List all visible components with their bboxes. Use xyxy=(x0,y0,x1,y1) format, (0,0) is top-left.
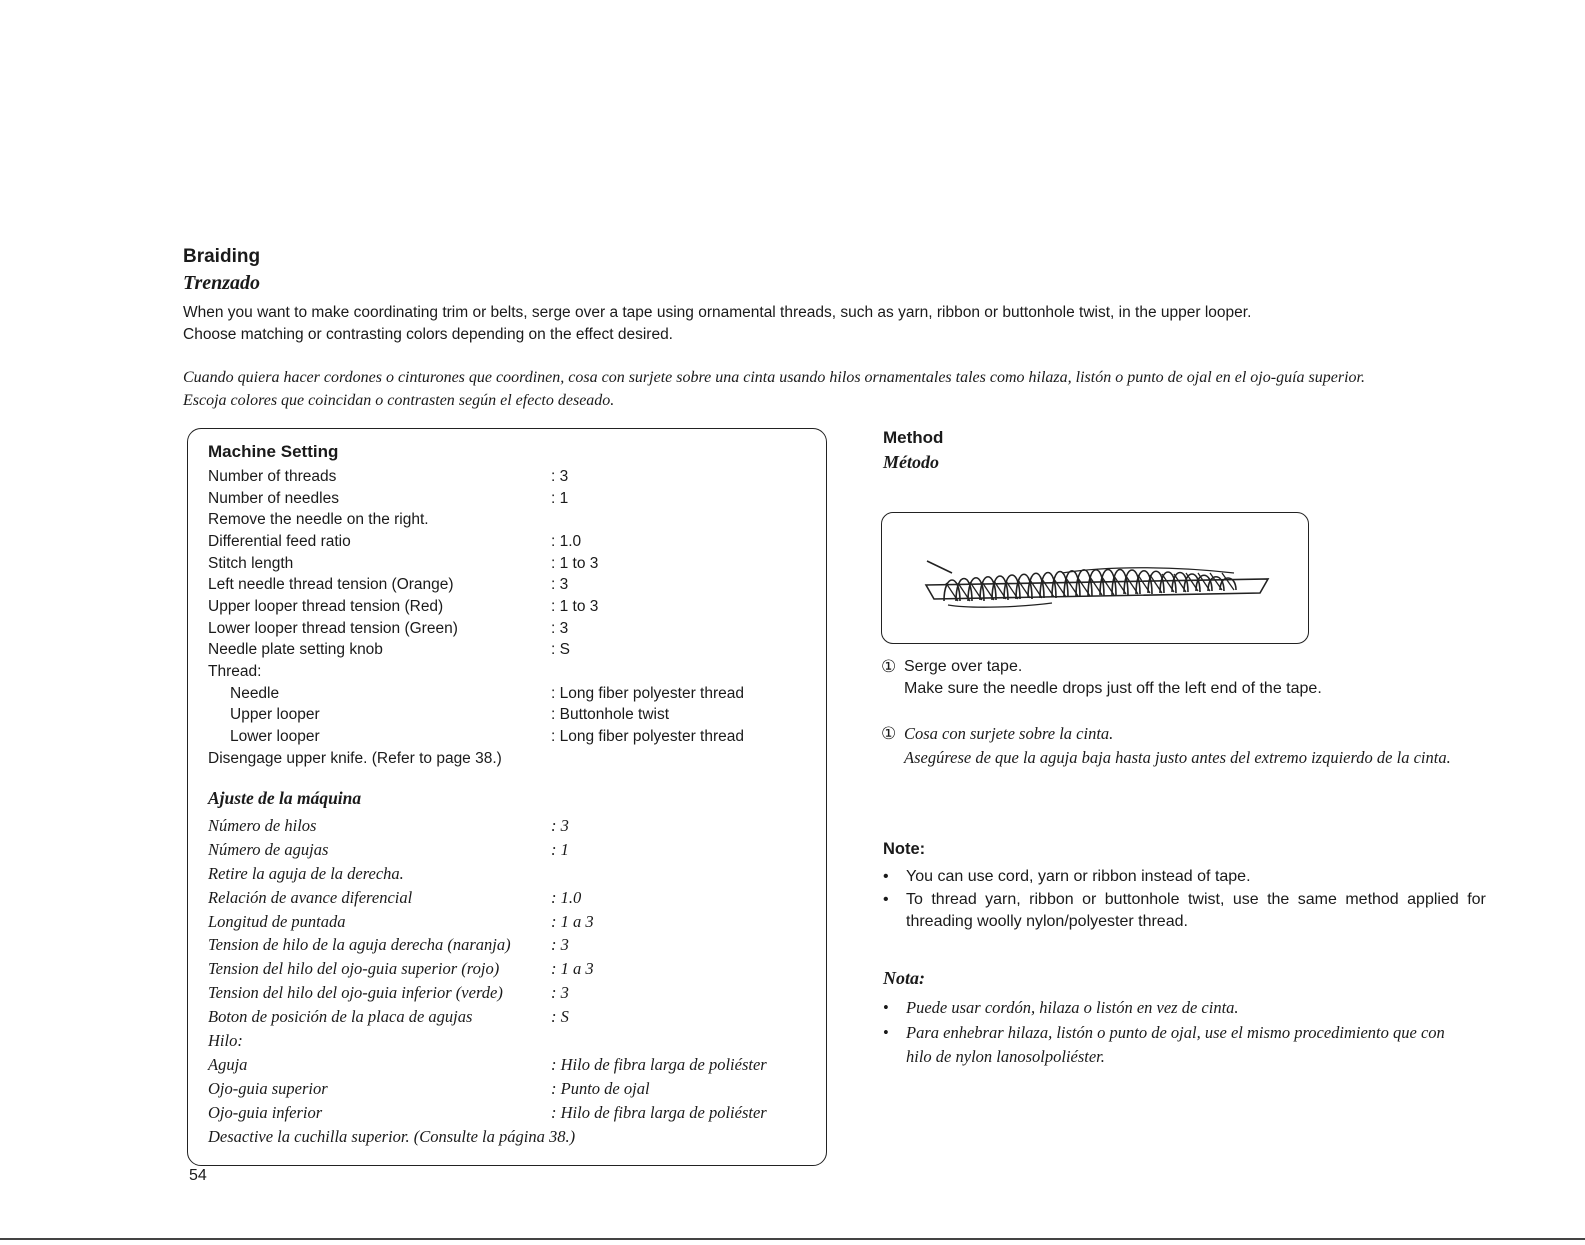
setting-row xyxy=(208,468,828,490)
setting-row xyxy=(208,888,828,910)
setting-value: : 1.0 xyxy=(551,888,582,907)
note-item-text: You can use cord, yarn or ribbon instead of tape. xyxy=(906,868,1251,885)
setting-value: : S xyxy=(551,641,570,658)
machine-setting-heading: Machine Setting xyxy=(208,442,339,461)
step-en-line-2: Make sure the needle drops just off the left end of the tape. xyxy=(904,680,1322,697)
setting-row xyxy=(208,750,828,772)
page-number: 54 xyxy=(189,1167,207,1184)
setting-label: Disengage upper knife. (Refer to page 38.) xyxy=(208,750,502,767)
intro-es-line-2: Escoja colores que coincidan o contrasten según el efecto deseado. xyxy=(183,392,615,409)
note-item-text-continued: threading woolly nylon/polyester thread. xyxy=(906,913,1188,930)
setting-label: Needle xyxy=(230,685,280,702)
setting-label: Number of needles xyxy=(208,490,339,507)
bullet-icon: • xyxy=(883,1023,889,1042)
setting-row xyxy=(208,641,828,663)
setting-value: : Long fiber polyester thread xyxy=(551,728,745,745)
setting-row xyxy=(208,555,828,577)
setting-row xyxy=(208,1055,828,1077)
machine-setting-es xyxy=(208,816,828,1156)
setting-row xyxy=(208,816,828,838)
setting-value: : 3 xyxy=(551,816,569,835)
intro-es xyxy=(183,366,1563,412)
setting-value: : 1 a 3 xyxy=(551,959,594,978)
setting-label: Upper looper thread tension (Red) xyxy=(208,598,444,615)
stitch-illustration-box xyxy=(881,512,1309,644)
setting-label: Desactive la cuchilla superior. (Consulte la página 38.) xyxy=(208,1127,576,1146)
intro-en-line-2: Choose matching or contrasting colors depending on the effect desired. xyxy=(183,326,673,343)
step-marker: ① xyxy=(881,657,897,676)
setting-row xyxy=(208,1031,828,1053)
method-heading: Method xyxy=(883,428,944,447)
intro-en xyxy=(183,302,1533,346)
note-item-text: To thread yarn, ribbon or buttonhole twist, use the same method applied for xyxy=(906,891,1486,908)
setting-label: Aguja xyxy=(208,1055,248,1074)
setting-label: Differential feed ratio xyxy=(208,533,351,550)
method-heading-spanish: Método xyxy=(883,452,939,472)
section-title-spanish: Trenzado xyxy=(183,272,261,294)
setting-value: : 1 to 3 xyxy=(551,555,599,572)
note-heading: Note: xyxy=(883,840,926,858)
setting-row xyxy=(208,1079,828,1101)
bullet-icon: • xyxy=(883,868,889,885)
setting-value: : Hilo de fibra larga de poliéster xyxy=(551,1055,767,1074)
setting-value: : 3 xyxy=(551,983,569,1002)
setting-value: : 3 xyxy=(551,935,569,954)
setting-value: : S xyxy=(551,1007,569,1026)
setting-label: Remove the needle on the right. xyxy=(208,511,429,528)
setting-row xyxy=(208,935,828,957)
bullet-icon: • xyxy=(883,891,889,908)
machine-setting-en xyxy=(208,468,828,788)
setting-row xyxy=(208,490,828,512)
setting-label: Tension del hilo del ojo-guia inferior (verde) xyxy=(208,983,503,1002)
setting-row xyxy=(208,983,828,1005)
bullet-icon: • xyxy=(883,998,889,1017)
setting-label: Longitud de puntada xyxy=(208,912,346,931)
machine-setting-heading-spanish: Ajuste de la máquina xyxy=(208,788,362,808)
setting-row xyxy=(208,840,828,862)
setting-row xyxy=(208,912,828,934)
setting-row xyxy=(208,706,828,728)
setting-row xyxy=(208,663,828,685)
note-heading-spanish: Nota: xyxy=(883,968,925,988)
setting-value: : 1 xyxy=(551,490,569,507)
setting-row xyxy=(208,728,828,750)
note-item-text: Puede usar cordón, hilaza o listón en vez de cinta. xyxy=(906,998,1239,1017)
step-marker: ① xyxy=(881,724,897,743)
setting-value: : 1.0 xyxy=(551,533,582,550)
setting-label: Thread: xyxy=(208,663,262,680)
page-edge-divider xyxy=(0,1238,1585,1240)
setting-value: : Punto de ojal xyxy=(551,1079,650,1098)
intro-en-line-1: When you want to make coordinating trim or belts, serge over a tape using ornamental threads, such as yarn, ribbon or buttonhole twist, in the upper looper. xyxy=(183,304,1252,321)
setting-label: Stitch length xyxy=(208,555,294,572)
setting-row xyxy=(208,1007,828,1029)
setting-row xyxy=(208,598,828,620)
setting-label: Lower looper thread tension (Green) xyxy=(208,620,458,637)
setting-label: Relación de avance diferencial xyxy=(208,888,413,907)
setting-row xyxy=(208,1127,828,1149)
setting-label: Número de hilos xyxy=(208,816,317,835)
note-item-text: Para enhebrar hilaza, listón o punto de ojal, use el mismo procedimiento que con xyxy=(906,1023,1445,1042)
setting-row xyxy=(208,576,828,598)
setting-row xyxy=(208,620,828,642)
setting-label: Ojo-guia superior xyxy=(208,1079,328,1098)
step-en-line-1: Serge over tape. xyxy=(904,658,1023,675)
note-list-es xyxy=(883,996,1543,1076)
setting-label: Tension de hilo de la aguja derecha (naranja) xyxy=(208,935,511,954)
setting-row xyxy=(208,1103,828,1125)
setting-value: : 1 xyxy=(551,840,569,859)
setting-label: Número de agujas xyxy=(208,840,329,859)
setting-label: Needle plate setting knob xyxy=(208,641,383,658)
setting-row xyxy=(208,511,828,533)
section-title: Braiding xyxy=(183,246,261,267)
setting-label: Tension del hilo del ojo-guia superior (rojo) xyxy=(208,959,500,978)
setting-label: Left needle thread tension (Orange) xyxy=(208,576,454,593)
setting-label: Hilo: xyxy=(208,1031,243,1050)
setting-value: : 3 xyxy=(551,576,569,593)
setting-label: Ojo-guia inferior xyxy=(208,1103,323,1122)
setting-label: Retire la aguja de la derecha. xyxy=(208,864,404,883)
setting-value: : 3 xyxy=(551,620,569,637)
note-item-text-continued: hilo de nylon lanosolpoliéster. xyxy=(906,1047,1105,1066)
setting-value: : Long fiber polyester thread xyxy=(551,685,745,702)
setting-row xyxy=(208,685,828,707)
intro-es-line-1: Cuando quiera hacer cordones o cinturones que coordinen, cosa con surjete sobre una cinta usando hilos ornamentales tales como hilaza, listón o punto de ojal en el ojo-guía superior. xyxy=(183,369,1365,386)
setting-value: : Hilo de fibra larga de poliéster xyxy=(551,1103,767,1122)
setting-value: : 1 a 3 xyxy=(551,912,594,931)
setting-label: Number of threads xyxy=(208,468,337,485)
setting-label: Boton de posición de la placa de agujas xyxy=(208,1007,473,1026)
step-es-line-2: Asegúrese de que la aguja baja hasta justo antes del extremo izquierdo de la cinta. xyxy=(904,748,1451,767)
setting-row xyxy=(208,959,828,981)
braided-tape-stitch-illustration xyxy=(882,513,1310,645)
setting-label: Upper looper xyxy=(230,706,320,723)
step-es-line-1: Cosa con surjete sobre la cinta. xyxy=(904,724,1114,743)
note-list-en xyxy=(883,866,1543,946)
setting-row xyxy=(208,533,828,555)
setting-label: Lower looper xyxy=(230,728,320,745)
setting-value: : Buttonhole twist xyxy=(551,706,670,723)
setting-value: : 1 to 3 xyxy=(551,598,599,615)
setting-row xyxy=(208,864,828,886)
setting-value: : 3 xyxy=(551,468,569,485)
